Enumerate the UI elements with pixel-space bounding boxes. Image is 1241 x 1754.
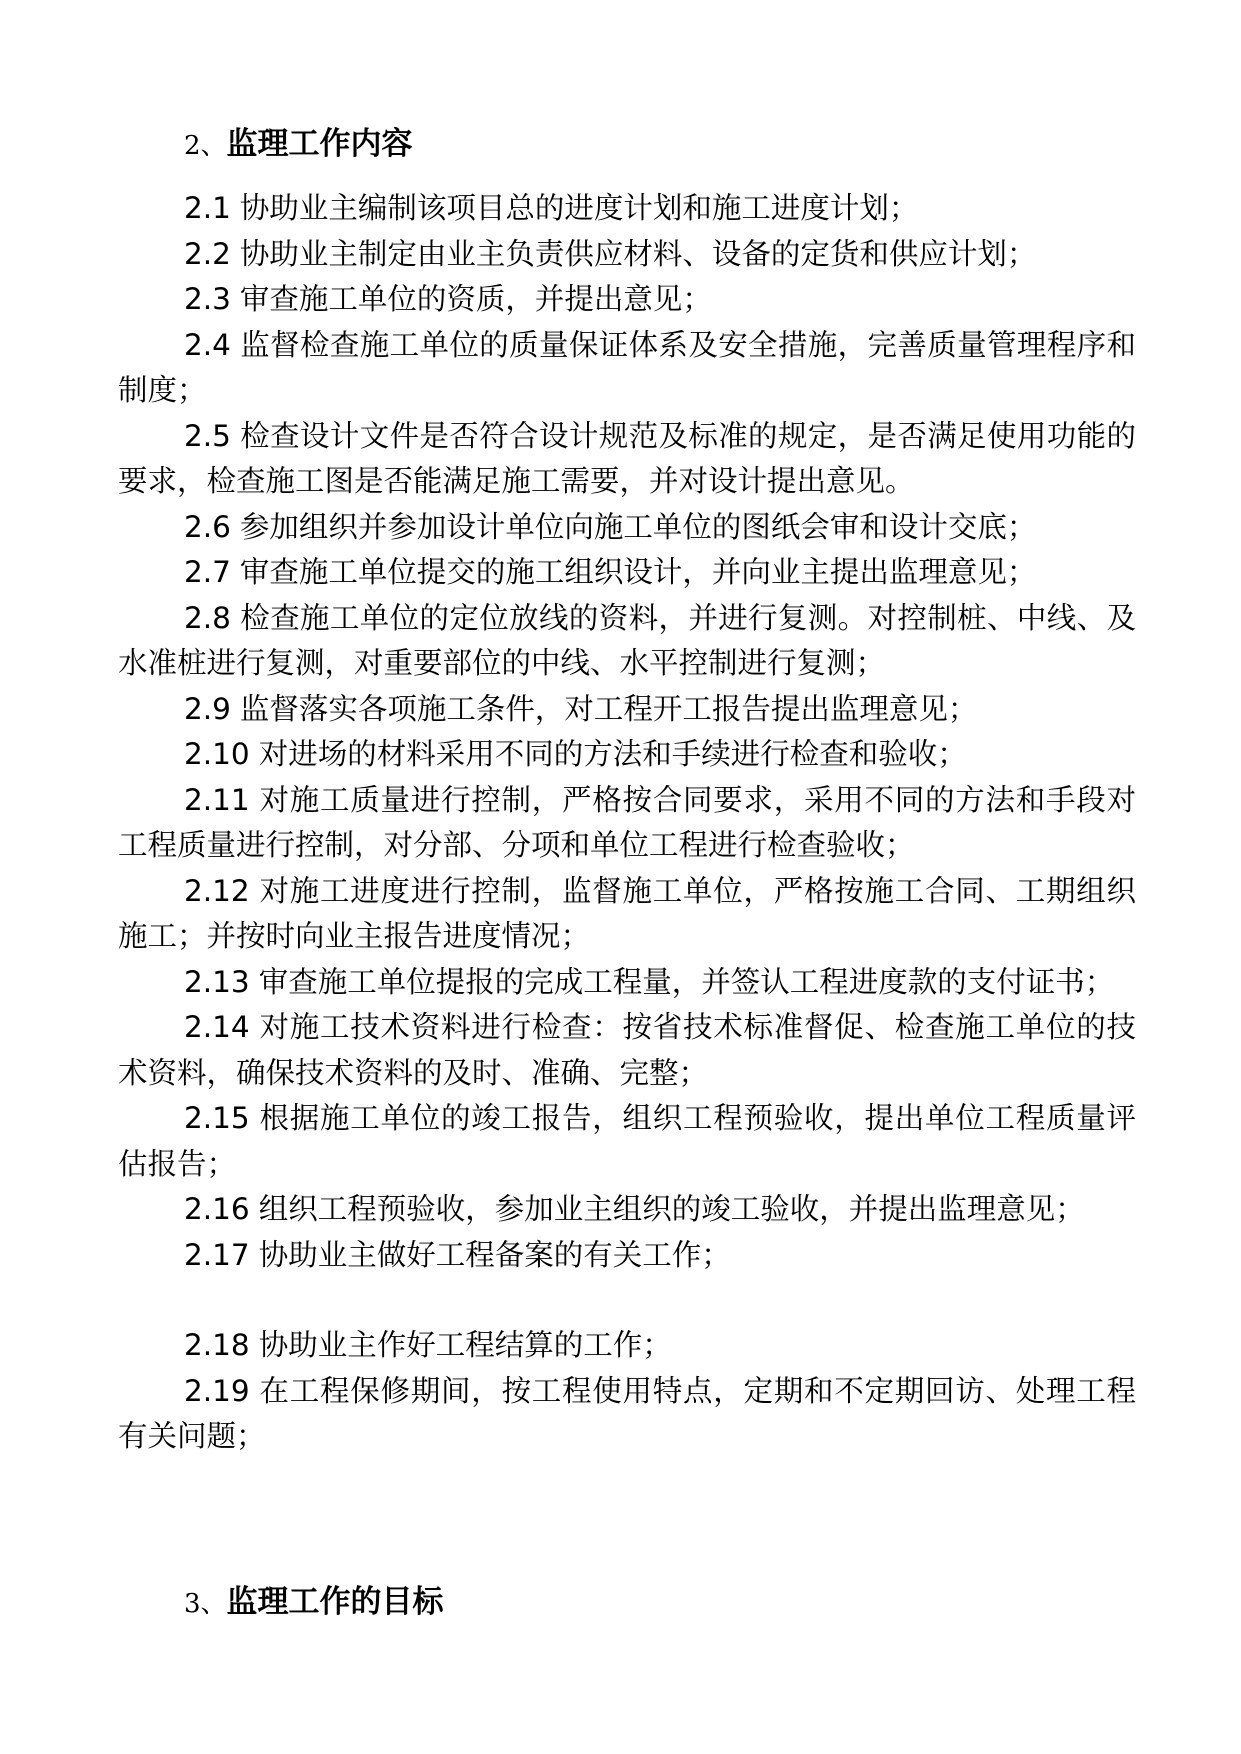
- item-number: 2.19: [184, 1373, 250, 1408]
- section-3-heading: [184, 1582, 444, 1624]
- item-text: 审查施工单位提报的完成工程量，并签认工程进度款的支付证书；: [258, 964, 1115, 999]
- item-number: 2.5: [184, 418, 231, 453]
- item-text: 协助业主编制该项目总的进度计划和施工进度计划；: [239, 191, 919, 225]
- list-item: [118, 960, 1136, 1006]
- section-2-title: 监理工作内容: [226, 126, 413, 162]
- list-item: [118, 505, 1136, 551]
- list-item: [118, 732, 1136, 778]
- item-number: 2.6: [184, 509, 231, 544]
- item-number: 2.14: [184, 1010, 250, 1044]
- item-text: 检查施工单位的定位放线的资料，并进行复测。对控制桩、中线、及水准桩进行复测，对重要部位的中线、水平控制进行复测；: [118, 600, 1136, 680]
- item-number: 2.17: [184, 1237, 250, 1272]
- item-number: 2.16: [184, 1192, 250, 1226]
- item-text: 对施工进度进行控制，监督施工单位，严格按施工合同、工期组织施工；并按时向业主报告进度情况；: [118, 873, 1136, 953]
- item-number: 2.8: [184, 600, 231, 635]
- list-item: [118, 1005, 1136, 1096]
- item-text: 协助业主做好工程备案的有关工作；: [258, 1237, 731, 1272]
- item-text: 在工程保修期间，按工程使用特点，定期和不定期回访、处理工程有关问题；: [118, 1373, 1136, 1453]
- list-item: [118, 1187, 1136, 1233]
- item-text: 检查设计文件是否符合设计规范及标准的规定，是否满足使用功能的要求，检查施工图是否能满足施工需要，并对设计提出意见。: [118, 418, 1136, 498]
- item-text: 根据施工单位的竣工报告，组织工程预验收，提出单位工程质量评估报告；: [118, 1101, 1136, 1181]
- item-number: 2.2: [184, 236, 231, 271]
- item-text: 参加组织并参加设计单位向施工单位的图纸会审和设计交底；: [239, 509, 1037, 544]
- list-item: [118, 778, 1136, 869]
- item-text: 监督检查施工单位的质量保证体系及安全措施，完善质量管理程序和制度；: [118, 327, 1136, 407]
- item-text: 对施工技术资料进行检查：按省技术标准督促、检查施工单位的技术资料，确保技术资料的及时、准确、完整；: [118, 1010, 1136, 1090]
- item-text: 审查施工单位的资质，并提出意见；: [239, 282, 712, 316]
- item-number: 2.3: [184, 282, 231, 316]
- list-item: [118, 550, 1136, 596]
- list-item: [118, 414, 1136, 505]
- list-item: [118, 1233, 1136, 1279]
- list-item: [118, 323, 1136, 414]
- list-item: [118, 186, 1136, 232]
- work-content-list: [118, 186, 1136, 1460]
- item-number: 2.4: [184, 327, 231, 362]
- item-text: 监督落实各项施工条件，对工程开工报告提出监理意见；: [239, 691, 978, 726]
- item-number: 2.10: [184, 737, 250, 771]
- list-item: [118, 232, 1136, 278]
- list-item: [118, 687, 1136, 733]
- item-number: 2.9: [184, 691, 231, 726]
- item-number: 2.15: [184, 1101, 250, 1135]
- item-number: 2.13: [184, 964, 250, 999]
- section-3-title: 监理工作的目标: [226, 1584, 444, 1620]
- item-number: 2.7: [184, 555, 231, 589]
- item-text: 对进场的材料采用不同的方法和手续进行检查和验收；: [258, 737, 967, 771]
- section-3-number: 3、: [184, 1589, 227, 1619]
- item-number: 2.11: [184, 782, 250, 817]
- item-text: 审查施工单位提交的施工组织设计，并向业主提出监理意见；: [239, 555, 1037, 589]
- item-text: 组织工程预验收，参加业主组织的竣工验收，并提出监理意见；: [258, 1192, 1085, 1226]
- list-item: [118, 869, 1136, 960]
- item-number: 2.12: [184, 873, 250, 908]
- item-number: 2.18: [184, 1328, 250, 1362]
- list-item: [118, 277, 1136, 323]
- item-text: 对施工质量进行控制，严格按合同要求，采用不同的方法和手段对工程质量进行控制，对分部、分项和单位工程进行检查验收；: [118, 782, 1136, 862]
- list-item: [118, 1369, 1136, 1460]
- section-2-heading: [184, 124, 413, 166]
- list-item: [118, 1096, 1136, 1187]
- section-2-number: 2、: [184, 131, 227, 161]
- list-item: [118, 1323, 1136, 1369]
- list-item: [118, 596, 1136, 687]
- item-number: 2.1: [184, 191, 231, 225]
- item-text: 协助业主制定由业主负责供应材料、设备的定货和供应计划；: [239, 236, 1037, 271]
- item-text: 协助业主作好工程结算的工作；: [258, 1328, 672, 1362]
